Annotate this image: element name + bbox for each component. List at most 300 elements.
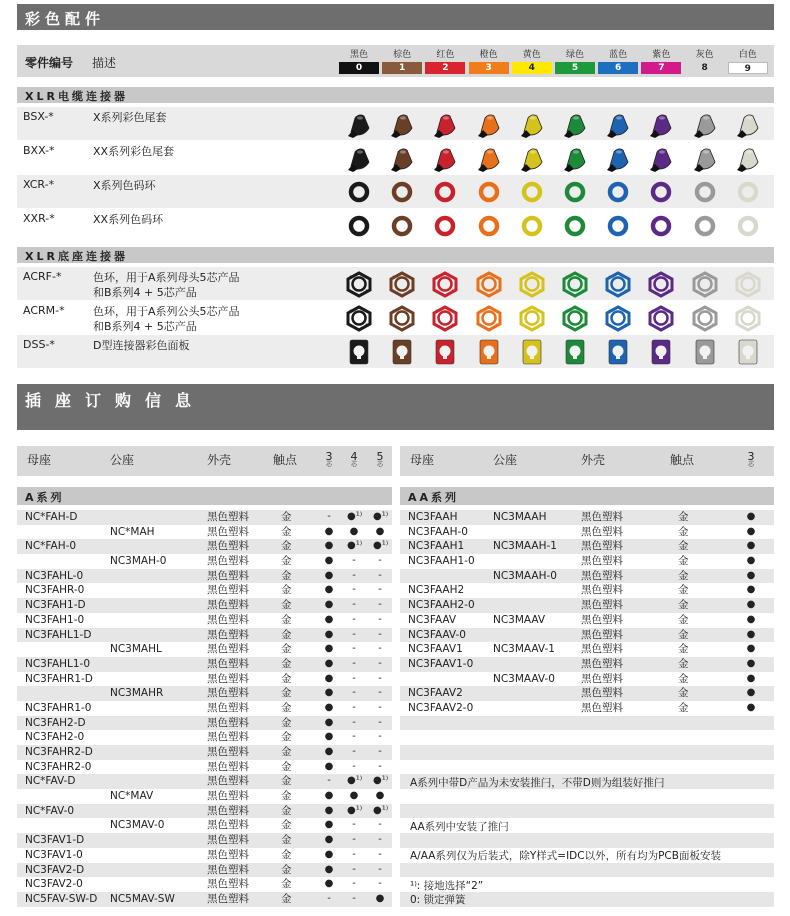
pin-availability: ● bbox=[324, 746, 334, 757]
table-row bbox=[17, 657, 392, 672]
cell-m: NC3MAAH-0 bbox=[493, 569, 557, 582]
pin-availability: ● bbox=[746, 687, 756, 699]
boot-icon bbox=[475, 110, 503, 138]
table-row bbox=[400, 598, 774, 613]
plate-icon bbox=[561, 338, 589, 366]
cell-s: 黑色塑料 bbox=[207, 525, 249, 538]
color-swatch bbox=[425, 50, 465, 74]
table-row bbox=[400, 760, 774, 775]
cell-s: 黑色塑料 bbox=[581, 599, 623, 612]
table-row bbox=[400, 789, 774, 804]
column-header-contact: 触点 bbox=[670, 453, 695, 467]
pin-availability: - bbox=[378, 613, 382, 625]
plate-icon bbox=[734, 338, 762, 366]
part-description bbox=[93, 212, 163, 227]
color-name: 灰色 bbox=[695, 50, 714, 60]
part-row bbox=[17, 141, 774, 174]
cell-f: NC3FAV1-0 bbox=[25, 848, 83, 861]
pin-availability: ● bbox=[746, 525, 756, 537]
cell-s: 黑色塑料 bbox=[581, 540, 623, 553]
flange-icon bbox=[561, 270, 589, 298]
cell-s: 黑色塑料 bbox=[207, 687, 249, 700]
cell-f: NC3FAV2-D bbox=[25, 863, 85, 876]
cell-c: 金 bbox=[281, 584, 292, 597]
pin-availability: ● bbox=[324, 584, 334, 596]
cell-c: 金 bbox=[678, 687, 689, 700]
cell-s: 黑色塑料 bbox=[207, 892, 249, 905]
cell-s: 黑色塑料 bbox=[581, 701, 623, 714]
pin-availability: - bbox=[352, 716, 356, 728]
pin-availability: ●¹⁾ bbox=[347, 775, 363, 787]
cell-f: NC3FAH2-0 bbox=[25, 731, 85, 744]
pin-availability: - bbox=[352, 613, 356, 625]
table-row bbox=[400, 554, 774, 569]
table-row bbox=[400, 583, 774, 598]
ring-icon bbox=[604, 178, 632, 206]
flange-icon bbox=[691, 304, 719, 332]
pin-availability: - bbox=[352, 819, 356, 831]
cell-f: NC3FAHR1-0 bbox=[25, 701, 92, 714]
cell-s: 黑色塑料 bbox=[207, 819, 249, 832]
description-line: 色环，用于A系列母头5芯产品 bbox=[93, 271, 240, 284]
cell-c: 金 bbox=[281, 760, 292, 773]
a-series-table bbox=[17, 446, 392, 907]
ring-icon bbox=[388, 212, 416, 240]
table-row bbox=[17, 804, 392, 819]
table-row bbox=[17, 877, 392, 892]
cell-s: 黑色塑料 bbox=[581, 555, 623, 568]
pin-availability: - bbox=[378, 687, 382, 699]
color-swatch bbox=[598, 50, 638, 74]
part-description bbox=[93, 304, 240, 334]
pin-availability: - bbox=[352, 643, 356, 655]
table-row bbox=[17, 774, 392, 789]
cell-m: NC*MAH bbox=[110, 525, 155, 538]
ring-icon bbox=[345, 212, 373, 240]
pin-availability: ● bbox=[746, 569, 756, 581]
cell-c: 金 bbox=[678, 599, 689, 612]
footnote: ¹⁾: 接地选择“2” bbox=[410, 879, 484, 892]
part-code: ACRF-* bbox=[23, 270, 62, 283]
flange-icon bbox=[734, 270, 762, 298]
table-row bbox=[400, 510, 774, 525]
cell-s: 黑色塑料 bbox=[207, 555, 249, 568]
pin-availability: ● bbox=[324, 731, 334, 743]
table-row bbox=[400, 672, 774, 687]
plate-icon bbox=[604, 338, 632, 366]
color-name: 棕色 bbox=[393, 50, 412, 60]
cell-f: NC3FAHL1-D bbox=[25, 628, 92, 641]
color-name: 黄色 bbox=[522, 50, 541, 60]
color-name: 红色 bbox=[436, 50, 455, 60]
color-number: 0 bbox=[339, 62, 379, 74]
color-number: 8 bbox=[685, 62, 725, 74]
footnote: A系列中带D产品为未安装推闩，不带D则为组装好推闩 bbox=[410, 776, 665, 789]
plate-icon bbox=[431, 338, 459, 366]
pin-availability: ●¹⁾ bbox=[347, 804, 363, 816]
color-swatch bbox=[339, 50, 379, 74]
pin-availability: ● bbox=[324, 613, 334, 625]
boot-icon bbox=[345, 110, 373, 138]
cell-c: 金 bbox=[281, 687, 292, 700]
cell-s: 黑色塑料 bbox=[207, 672, 249, 685]
cell-c: 金 bbox=[281, 672, 292, 685]
pin-availability: - bbox=[378, 584, 382, 596]
pin-availability: - bbox=[327, 892, 331, 904]
cell-f: NC*FAV-0 bbox=[25, 804, 75, 817]
cell-s: 黑色塑料 bbox=[581, 613, 623, 626]
cell-f: NC3FAHL1-0 bbox=[25, 657, 91, 670]
pin-unit: 芯 bbox=[376, 461, 383, 468]
cell-f: NC3FAH1-0 bbox=[25, 613, 85, 626]
table-row bbox=[17, 863, 392, 878]
boot-icon bbox=[431, 110, 459, 138]
boot-icon bbox=[475, 144, 503, 172]
footnote: A/AA系列仅为后装式，除Y样式=IDC以外，所有均为PCB面板安装 bbox=[410, 850, 721, 863]
color-name: 橙色 bbox=[479, 50, 498, 60]
cell-c: 金 bbox=[281, 628, 292, 641]
pin-count: 3 bbox=[325, 450, 333, 463]
pin-availability: - bbox=[378, 555, 382, 567]
pin-availability: ● bbox=[324, 540, 334, 552]
boot-icon bbox=[388, 144, 416, 172]
ring-icon bbox=[604, 212, 632, 240]
pin-count: 4 bbox=[350, 450, 358, 463]
cell-c: 金 bbox=[678, 613, 689, 626]
color-swatch bbox=[555, 50, 595, 74]
plate-icon bbox=[475, 338, 503, 366]
part-row bbox=[17, 107, 774, 140]
table-row bbox=[400, 730, 774, 745]
pin-availability: ● bbox=[746, 555, 756, 567]
cell-m: NC3MAAV-0 bbox=[493, 672, 555, 685]
cell-m: NC5MAV-SW bbox=[110, 892, 175, 905]
cell-f: NC*FAV-D bbox=[25, 775, 76, 788]
pin-availability: - bbox=[352, 599, 356, 611]
table-row bbox=[400, 657, 774, 672]
boot-icon bbox=[561, 110, 589, 138]
cell-m: NC3MAAH bbox=[493, 511, 547, 523]
cell-m: NC*MAV bbox=[110, 790, 154, 803]
cell-s: 黑色塑料 bbox=[207, 540, 249, 553]
table-row bbox=[400, 701, 774, 716]
column-header-shell: 外壳 bbox=[207, 453, 232, 467]
table-row bbox=[17, 642, 392, 657]
table-row bbox=[17, 789, 392, 804]
pin-availability: ●¹⁾ bbox=[373, 540, 389, 552]
ring-icon bbox=[691, 178, 719, 206]
cell-f: NC3FAAV1 bbox=[408, 643, 463, 656]
pin-count: 5 bbox=[376, 450, 384, 463]
cell-s: 黑色塑料 bbox=[207, 834, 249, 847]
table-row bbox=[17, 848, 392, 863]
pin-availability: - bbox=[352, 569, 356, 581]
cell-s: 黑色塑料 bbox=[581, 687, 623, 700]
table-row bbox=[17, 569, 392, 584]
boot-icon bbox=[518, 144, 546, 172]
ring-icon bbox=[734, 178, 762, 206]
pin-availability: - bbox=[378, 731, 382, 743]
part-description bbox=[93, 338, 189, 353]
pin-availability: - bbox=[352, 746, 356, 757]
table-row bbox=[400, 642, 774, 657]
part-description bbox=[93, 144, 174, 159]
pin-availability: ● bbox=[375, 892, 385, 904]
cell-c: 金 bbox=[281, 746, 292, 758]
boot-icon bbox=[691, 144, 719, 172]
cell-c: 金 bbox=[678, 701, 689, 714]
ring-icon bbox=[388, 178, 416, 206]
cell-c: 金 bbox=[281, 643, 292, 656]
cell-c: 金 bbox=[281, 599, 292, 612]
cell-m: NC3MAHR bbox=[110, 687, 164, 700]
color-swatch bbox=[641, 50, 681, 74]
color-swatch bbox=[512, 50, 552, 74]
table-row bbox=[400, 833, 774, 848]
description-line: 和B系列4 + 5芯产品 bbox=[93, 320, 197, 333]
cell-c: 金 bbox=[678, 584, 689, 597]
color-number: 3 bbox=[469, 62, 509, 74]
flange-icon bbox=[561, 304, 589, 332]
cell-c: 金 bbox=[678, 569, 689, 582]
series-bar: AA系列 bbox=[400, 487, 774, 505]
table-row bbox=[17, 583, 392, 598]
pin-availability: ● bbox=[324, 701, 334, 713]
pin-availability: - bbox=[378, 746, 382, 757]
color-name: 蓝色 bbox=[609, 50, 628, 60]
part-row bbox=[17, 335, 774, 368]
part-row bbox=[17, 175, 774, 208]
table-row bbox=[400, 804, 774, 819]
ring-icon bbox=[518, 212, 546, 240]
ring-icon bbox=[691, 212, 719, 240]
table-row bbox=[17, 701, 392, 716]
table-row bbox=[400, 863, 774, 878]
cell-s: 黑色塑料 bbox=[207, 848, 249, 861]
pin-availability: ● bbox=[324, 657, 334, 669]
pin-availability: - bbox=[352, 760, 356, 772]
pin-availability: ● bbox=[746, 643, 756, 655]
column-header-female: 母座 bbox=[410, 453, 435, 467]
flange-icon bbox=[388, 304, 416, 332]
flange-icon bbox=[431, 270, 459, 298]
pin-availability: - bbox=[352, 731, 356, 743]
pin-availability: ● bbox=[324, 672, 334, 684]
table-row bbox=[400, 539, 774, 554]
plate-icon bbox=[647, 338, 675, 366]
cell-s: 黑色塑料 bbox=[207, 584, 249, 597]
flange-icon bbox=[647, 304, 675, 332]
part-description bbox=[93, 178, 156, 193]
cell-c: 金 bbox=[281, 525, 292, 538]
pin-unit: 芯 bbox=[747, 461, 754, 468]
flange-icon bbox=[734, 304, 762, 332]
pin-availability: ● bbox=[324, 790, 334, 802]
part-row bbox=[17, 301, 774, 334]
cell-c: 金 bbox=[678, 555, 689, 568]
boot-icon bbox=[604, 110, 632, 138]
boot-icon bbox=[561, 144, 589, 172]
cell-c: 金 bbox=[678, 643, 689, 656]
table-header bbox=[400, 446, 774, 476]
description-line: XX系列彩色尾套 bbox=[93, 145, 175, 158]
color-number: 4 bbox=[512, 62, 552, 74]
cell-s: 黑色塑料 bbox=[207, 760, 249, 773]
part-code: BSX-* bbox=[23, 110, 54, 123]
cell-s: 黑色塑料 bbox=[581, 657, 623, 670]
table-row bbox=[400, 569, 774, 584]
cell-s: 黑色塑料 bbox=[207, 804, 249, 817]
cell-s: 黑色塑料 bbox=[581, 569, 623, 582]
table-header bbox=[17, 446, 392, 476]
boot-icon bbox=[734, 144, 762, 172]
cell-s: 黑色塑料 bbox=[207, 657, 249, 670]
cell-f: NC3FAAV1-0 bbox=[408, 657, 474, 670]
plate-icon bbox=[345, 338, 373, 366]
color-number: 9 bbox=[728, 62, 768, 74]
pin-availability: ● bbox=[746, 672, 756, 684]
pin-availability: - bbox=[327, 511, 331, 522]
pin-availability: ●¹⁾ bbox=[373, 775, 389, 787]
boot-icon bbox=[431, 144, 459, 172]
cell-s: 黑色塑料 bbox=[207, 628, 249, 641]
color-number: 7 bbox=[641, 62, 681, 74]
part-code: DSS-* bbox=[23, 338, 55, 351]
cell-s: 黑色塑料 bbox=[581, 511, 623, 523]
cell-f: NC3FAAH bbox=[408, 511, 458, 523]
description-line: 和B系列4 + 5芯产品 bbox=[93, 286, 197, 299]
cell-s: 黑色塑料 bbox=[581, 584, 623, 597]
table-row bbox=[400, 628, 774, 643]
pin-availability: ● bbox=[324, 863, 334, 875]
pin-availability: - bbox=[378, 863, 382, 875]
cell-f: NC3FAAV-0 bbox=[408, 628, 466, 641]
cell-s: 黑色塑料 bbox=[207, 716, 249, 729]
cell-s: 黑色塑料 bbox=[207, 775, 249, 788]
pin-availability: - bbox=[352, 657, 356, 669]
pin-availability: ● bbox=[746, 511, 756, 522]
part-code: XCR-* bbox=[23, 178, 55, 191]
part-row bbox=[17, 209, 774, 242]
pin-availability: ● bbox=[324, 569, 334, 581]
pin-availability: ● bbox=[324, 760, 334, 772]
cell-s: 黑色塑料 bbox=[581, 672, 623, 685]
table-row bbox=[400, 686, 774, 701]
pin-availability: - bbox=[378, 672, 382, 684]
pin-availability: ● bbox=[746, 584, 756, 596]
column-header-shell: 外壳 bbox=[581, 453, 606, 467]
pin-availability: ● bbox=[324, 525, 334, 537]
color-name: 绿色 bbox=[565, 50, 584, 60]
cell-f: NC3FAAV2-0 bbox=[408, 701, 474, 714]
pin-availability: - bbox=[352, 834, 356, 846]
cell-s: 黑色塑料 bbox=[207, 701, 249, 714]
cell-s: 黑色塑料 bbox=[207, 878, 249, 891]
ring-icon bbox=[345, 178, 373, 206]
pin-count: 3 bbox=[747, 450, 755, 463]
cell-f: NC3FAHR2-D bbox=[25, 746, 93, 758]
color-swatch bbox=[728, 50, 768, 74]
description-line: X系列彩色尾套 bbox=[93, 111, 167, 124]
page-title: 彩色配件 bbox=[17, 4, 774, 30]
pin-availability: ● bbox=[324, 599, 334, 611]
boot-icon bbox=[647, 144, 675, 172]
part-description bbox=[93, 270, 240, 300]
pin-availability: ● bbox=[324, 628, 334, 640]
pin-availability: ● bbox=[746, 657, 756, 669]
color-number: 2 bbox=[425, 62, 465, 74]
pin-availability: - bbox=[378, 569, 382, 581]
column-header-contact: 触点 bbox=[273, 453, 298, 467]
cell-c: 金 bbox=[281, 701, 292, 714]
cell-c: 金 bbox=[281, 540, 292, 553]
ring-icon bbox=[518, 178, 546, 206]
table-row bbox=[17, 716, 392, 731]
cell-s: 黑色塑料 bbox=[207, 790, 249, 803]
table-row bbox=[17, 539, 392, 554]
pin-availability: - bbox=[352, 555, 356, 567]
cell-c: 金 bbox=[678, 525, 689, 538]
ring-icon bbox=[475, 178, 503, 206]
cell-s: 黑色塑料 bbox=[207, 511, 249, 523]
boot-icon bbox=[345, 144, 373, 172]
cell-m: NC3MAH-0 bbox=[110, 555, 167, 568]
color-number: 5 bbox=[555, 62, 595, 74]
cell-c: 金 bbox=[678, 672, 689, 685]
cell-m: NC3MAV-0 bbox=[110, 819, 165, 832]
pin-availability: - bbox=[378, 599, 382, 611]
part-number-header: 零件编号 bbox=[25, 56, 74, 70]
cell-f: NC3FAHL-0 bbox=[25, 569, 84, 582]
pin-availability: - bbox=[352, 687, 356, 699]
pin-count-header bbox=[322, 451, 336, 468]
cell-f: NC3FAAV2 bbox=[408, 687, 463, 700]
pin-count-header bbox=[347, 451, 361, 468]
cell-c: 金 bbox=[281, 731, 292, 744]
pin-availability: ● bbox=[324, 804, 334, 816]
order-info-title: 插座订购信息 bbox=[17, 384, 774, 430]
table-row bbox=[400, 525, 774, 540]
pin-availability: - bbox=[378, 878, 382, 890]
part-code: ACRM-* bbox=[23, 304, 65, 317]
pin-availability: - bbox=[378, 701, 382, 713]
cell-f: NC3FAV2-0 bbox=[25, 878, 83, 891]
plate-icon bbox=[518, 338, 546, 366]
pin-availability: - bbox=[352, 672, 356, 684]
section-bar: XLR底座连接器 bbox=[17, 247, 774, 263]
table-row bbox=[17, 730, 392, 745]
cell-m: NC3MAAV bbox=[493, 613, 546, 626]
cell-f: NC*FAH-D bbox=[25, 511, 78, 523]
cell-f: NC3FAAH2 bbox=[408, 584, 465, 597]
cell-s: 黑色塑料 bbox=[207, 613, 249, 626]
pin-availability: ●¹⁾ bbox=[347, 511, 363, 522]
table-row bbox=[400, 613, 774, 628]
color-number: 6 bbox=[598, 62, 638, 74]
cell-c: 金 bbox=[281, 613, 292, 626]
pin-availability: - bbox=[378, 628, 382, 640]
pin-availability: ●¹⁾ bbox=[373, 511, 389, 522]
footnote: 0: 锁定弹簧 bbox=[410, 894, 466, 907]
pin-unit: 芯 bbox=[325, 461, 332, 468]
column-header-female: 母座 bbox=[27, 453, 52, 467]
table-body bbox=[400, 510, 774, 907]
description-header: 描述 bbox=[92, 56, 117, 70]
cell-f: NC3FAHR1-D bbox=[25, 672, 93, 685]
part-code: XXR-* bbox=[23, 212, 55, 225]
pin-availability: - bbox=[327, 775, 331, 787]
pin-availability: - bbox=[378, 819, 382, 831]
